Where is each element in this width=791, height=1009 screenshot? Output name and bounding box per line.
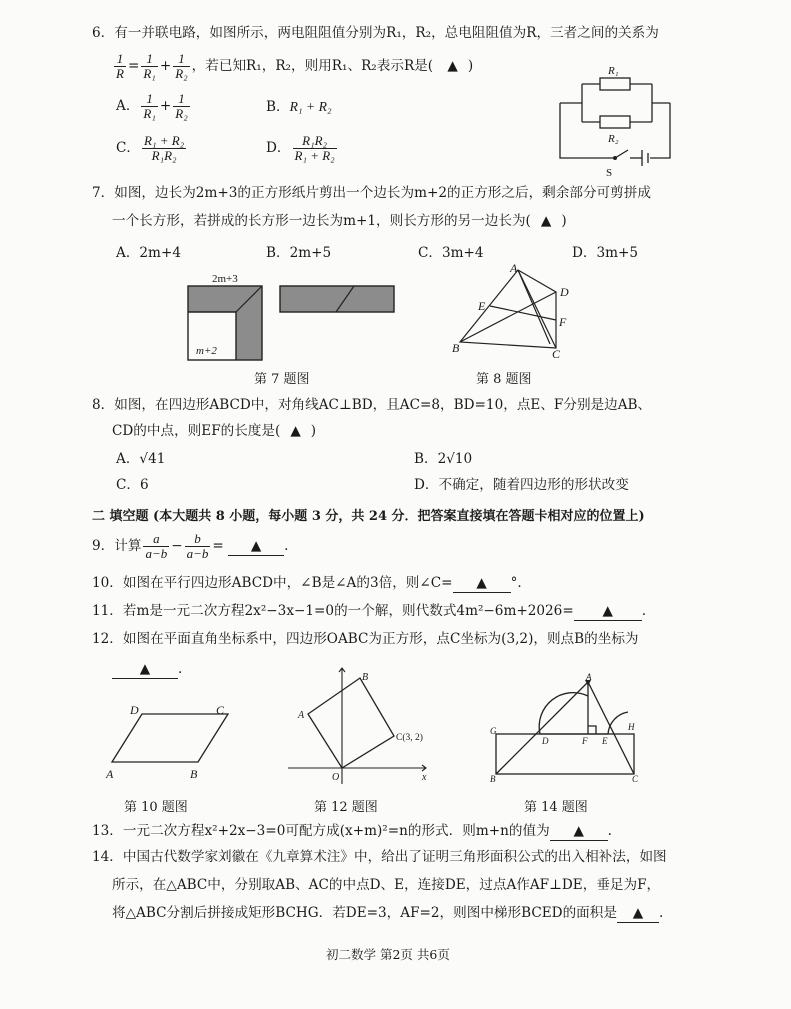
- q7-figure: [186, 270, 406, 365]
- fig10-label-a: A: [106, 767, 114, 781]
- answer-mark: ▲: [550, 822, 608, 841]
- q8-label-b: B: [452, 341, 460, 355]
- fig12-label-a: A: [298, 710, 305, 721]
- fig12-label-o: O: [332, 772, 340, 783]
- fig10-caption: 第 10 题图: [124, 800, 188, 815]
- q6-line1: 6．有一并联电路，如图所示，两电阻阻值分别为R₁，R₂，总电阻阻值为R，三者之间的关系为: [92, 25, 659, 41]
- answer-mark: ▲: [453, 574, 511, 593]
- q8-option-c: C．6: [116, 477, 149, 493]
- q7-option-b: B．2m+5: [266, 245, 332, 261]
- answer-mark: ▲: [540, 213, 552, 229]
- q8-option-b: B．2√10: [414, 451, 473, 467]
- fig12-label-b: B: [362, 672, 369, 683]
- fig14-label-f: F: [582, 736, 588, 746]
- q8-label-c: C: [552, 347, 561, 361]
- q12-line2: ▲ .: [112, 660, 182, 679]
- q7-line2: 一个长方形，若拼成的长方形一边长为m+1，则长方形的另一边长为( ▲ ): [112, 213, 567, 229]
- q8-label-d: D: [560, 285, 569, 299]
- q7-option-d: D．3m+5: [572, 245, 639, 261]
- fig12-label-c: C(3, 2): [396, 733, 423, 743]
- q11-line: 11．若m是一元二次方程2x²−3x−1=0的一个解，则代数式4m²−6m+2026= ▲ .: [92, 603, 647, 619]
- answer-mark: ▲: [112, 660, 178, 679]
- answer-mark: ▲: [447, 58, 458, 74]
- q8-line1: 8．如图，在四边形ABCD中，对角线AC⊥BD，且AC=8，BD=10，点E、F分别是边AB、: [92, 397, 652, 413]
- answer-mark: ▲: [617, 904, 659, 923]
- fig14-figure: [488, 672, 648, 786]
- q7-line1: 7．如图，边长为2m+3的正方形纸片剪出一个边长为m+2的正方形之后，剩余部分可剪拼成: [92, 185, 651, 201]
- fig14-label-h: H: [628, 722, 635, 732]
- fig10-label-d: D: [130, 703, 139, 717]
- q8-line2: CD的中点，则EF的长度是( ▲ ): [112, 423, 317, 439]
- q6-line2: $\frac{1}{R}$ = $\frac{1}{\text{R₁}}$ + $\frac{1}{\text{R₂}}$ ，若已知R₁，R₂，则用R₁、R₂表示R是( ▲ ): [116, 51, 474, 81]
- q6-option-a: A． $\frac{1}{\text{R₁}}$ + $\frac{1}{\text{R₂}}$: [116, 91, 188, 121]
- q8-label-e: E: [478, 299, 486, 313]
- q7-caption: 第 7 题图: [254, 372, 310, 387]
- fig14-label-d: D: [542, 736, 549, 746]
- fig14-label-c: C: [632, 774, 639, 784]
- circuit-label-s: S: [606, 167, 613, 179]
- circuit-label-r1: R₁: [608, 65, 619, 77]
- fig10-label-c: C: [216, 703, 225, 717]
- q7-label-inner: m+2: [196, 345, 217, 357]
- q8-label-a: A: [510, 261, 518, 275]
- fig14-caption: 第 14 题图: [524, 800, 588, 815]
- answer-mark: ▲: [290, 423, 301, 439]
- q6-option-d: D． $\frac{\text{R₁R₂}}{\text{R₁ + R₂}}$: [266, 133, 335, 163]
- q8-figure: [452, 262, 582, 360]
- q8-option-a: A．√41: [116, 451, 166, 467]
- fig12-coordinate-square: [282, 660, 432, 786]
- q14-line1: 14．中国古代数学家刘徽在《九章算术注》中，给出了证明三角形面积公式的出入相补法，如图: [92, 849, 667, 865]
- q12-line1: 12．如图在平面直角坐标系中，四边形OABC为正方形，点C坐标为(3,2)，则点B的坐标为: [92, 631, 639, 647]
- circuit-label-r2: R₂: [608, 133, 619, 145]
- fig14-label-a: A: [586, 672, 592, 682]
- fig12-caption: 第 12 题图: [314, 800, 378, 815]
- q14-line3: 将△ABC分割后拼接成矩形BCHG．若DE=3，AF=2，则图中梯形BCED的面积是 ▲ .: [112, 905, 664, 921]
- q8-label-f: F: [559, 315, 567, 329]
- fig10-parallelogram: [104, 700, 254, 784]
- fig14-label-b: B: [490, 774, 496, 784]
- q9-line: 9．计算 $\frac{a}{a-b}$ − $\frac{b}{a-b}$ = ▲ .: [92, 531, 289, 561]
- fig10-label-b: B: [190, 767, 198, 781]
- q8-caption: 第 8 题图: [476, 372, 532, 387]
- fig14-label-g: G: [490, 726, 497, 736]
- q7-label-top: 2m+3: [212, 273, 238, 285]
- fig12-label-x: x: [422, 772, 427, 783]
- q8-option-d: D．不确定，随着四边形的形状改变: [414, 477, 629, 493]
- section-heading-fill-in: 二 填空题 (本大题共 8 小题，每小题 3 分，共 24 分．把答案直接填在答题卡相对应的位置上): [92, 509, 645, 524]
- q7-option-a: A．2m+4: [116, 245, 181, 261]
- q10-line: 10．如图在平行四边形ABCD中，∠B是∠A的3倍，则∠C= ▲ °.: [92, 575, 522, 591]
- answer-mark: ▲: [228, 537, 284, 556]
- answer-mark: ▲: [574, 602, 642, 621]
- q13-line: 13．一元二次方程x²+2x−3=0可配方成(x+m)²=n的形式．则m+n的值为 ▲ .: [92, 823, 612, 839]
- q6-frac-lhs: $\frac{1}{R}$: [116, 51, 124, 81]
- fig14-label-e: E: [602, 736, 608, 746]
- q6-circuit-diagram: [560, 58, 680, 179]
- q14-line2: 所示，在△ABC中，分别取AB、AC的中点D、E，连接DE，过点A作AF⊥DE，垂足为F，: [112, 877, 661, 893]
- q7-option-c: C．3m+4: [418, 245, 484, 261]
- q6-option-c: C． $\frac{\text{R₁ + R₂}}{\text{R₁R₂}}$: [116, 133, 185, 163]
- q6-option-b: B．R₁ + R₂: [266, 99, 332, 115]
- page-footer: 初二数学 第2页 共6页: [326, 947, 450, 962]
